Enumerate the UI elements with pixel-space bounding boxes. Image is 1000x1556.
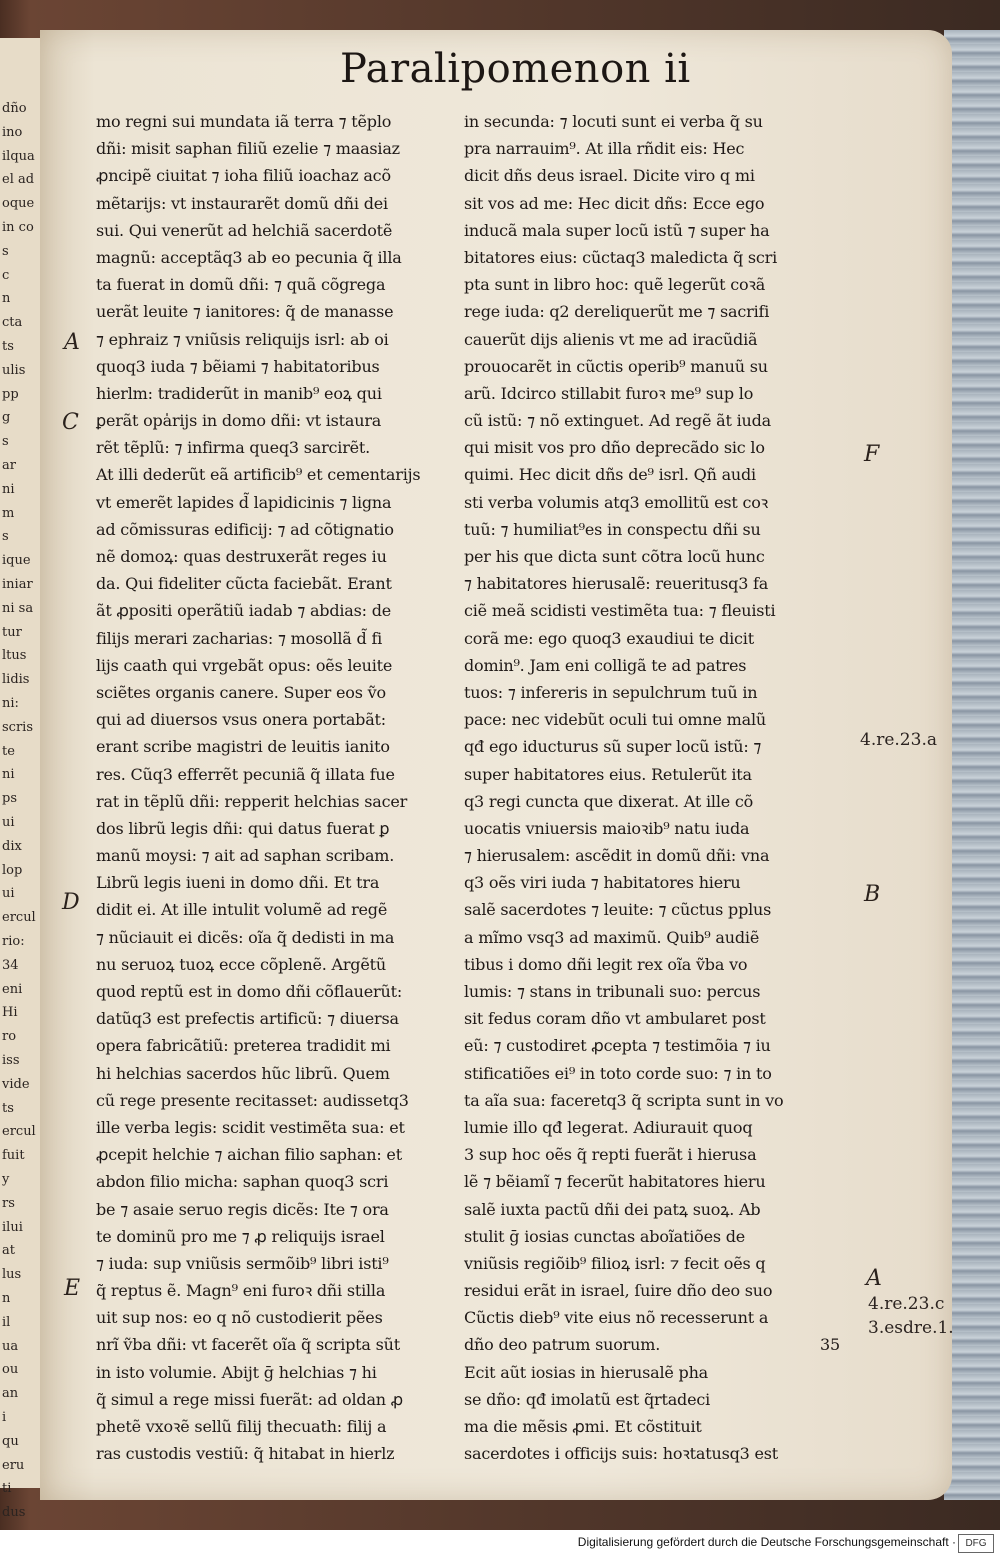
left-column-line: sui. Qui venerũt ad helchiã sacerdotẽ: [96, 220, 393, 240]
prev-page-fragment: s: [2, 243, 9, 259]
margin-letter-c: C: [62, 410, 79, 435]
prev-page-fragment: 34: [2, 957, 19, 973]
left-text-column: [96, 108, 464, 1467]
left-column-line: erant scribe magistri de leuitis ianito: [96, 737, 390, 757]
prev-page-fragment: il: [2, 1314, 11, 1330]
left-column-line: ⁊ ephraiz ⁊ vniũsis reliquijs isrl: ab oi: [96, 329, 389, 349]
prev-page-fragment: ltus: [2, 648, 27, 664]
right-column-line: bitatores eius: cũctaq3 maledicta q̃ scri: [464, 247, 778, 267]
left-column-line: Librũ legis iueni in domo dñi. Et tra: [96, 873, 380, 893]
left-column-line: ꝑerãt opa̍rijs in domo dñi: vt istaura: [96, 411, 382, 431]
left-column-line: vt emerẽt lapides d̃ lapidicinis ⁊ ligna: [96, 492, 392, 512]
right-column-line: lumis: ⁊ stans in tribunali suo: percus: [464, 982, 761, 1001]
right-column-line: lumie illo qđ legerat. Adiurauit quoq: [464, 1117, 753, 1137]
left-column-line: res. Cũq3 efferrẽt pecuniã q̃ illata fue: [96, 764, 395, 784]
left-column-line: dos librũ legis dñi: qui datus fuerat ꝑ: [96, 818, 390, 838]
right-column-line: qđ ego iducturus sũ super locũ istũ: ⁊: [464, 737, 762, 757]
prev-page-fragment: rs: [2, 1195, 15, 1211]
prev-page-fragment: i: [2, 1410, 7, 1425]
prev-page-fragment: at: [2, 1243, 15, 1259]
right-column-line: sti verba volumis atq3 emollitũ est coꝛ: [464, 492, 769, 512]
margin-ref-3esdre: 3.esdre.1.: [868, 1318, 954, 1338]
left-column-line: phetẽ vxoꝛẽ sellũ filij thecuath: filij a: [96, 1417, 387, 1436]
right-column-line: q3 regi cuncta que dixerat. At ille cõ: [464, 791, 754, 811]
prev-page-fragment: cta: [2, 315, 23, 331]
margin-letter-a-right: A: [866, 1266, 882, 1291]
left-column-line: magnũ: acceptãq3 ab eo pecunia q̃ illa: [96, 247, 402, 267]
prev-page-fragment: ercul: [2, 910, 36, 926]
prev-page-fragment: lus: [2, 1267, 22, 1283]
verse-number: 35: [820, 1335, 840, 1355]
right-column-line: qui misit vos pro dño deprecãdo sic lo: [464, 438, 765, 458]
prev-page-fragment: iss: [2, 1053, 20, 1068]
prev-page-fragment: c: [2, 267, 10, 283]
left-column-line: q̃ simul a rege missi fuerãt: ad oldan ꝓ: [96, 1389, 403, 1409]
left-column-line: qui ad diuersos vsus onera portabãt:: [96, 710, 386, 730]
right-column-line: cauerũt dijs alienis vt me ad iracũdiã: [464, 329, 758, 349]
right-column-line: eũ: ⁊ custodiret ꝓcepta ⁊ testimõia ⁊ iu: [464, 1036, 771, 1056]
prev-page-fragment: s: [2, 529, 9, 545]
right-column-line: pta sunt in libro hoc: quẽ legerũt coꝛã: [464, 275, 766, 295]
prev-page-fragment: s: [2, 434, 9, 450]
left-column-line: mẽtarijs: vt instaurarẽt domũ dñi dei: [96, 193, 388, 213]
right-column-line: dicit dñs deus israel. Dicite viro q mi: [464, 166, 755, 186]
margin-letter-e: E: [64, 1276, 81, 1301]
dfg-logo: DFG: [958, 1534, 994, 1553]
prev-page-fragment: dix: [2, 838, 22, 854]
right-column-line: Cũctis dieb⁹ vite eius nõ recesserunt a: [464, 1308, 769, 1328]
right-column-line: residui erãt in israel, ſuire dño deo suo: [464, 1281, 773, 1301]
right-column-line: se dño: qđ imolatũ est q̃rtadeci: [464, 1389, 711, 1409]
left-column-line: ꝓcepit helchie ⁊ aichan filio saphan: et: [96, 1145, 402, 1165]
prev-page-fragment: ar: [2, 458, 16, 473]
prev-page-fragment: scris: [2, 719, 33, 735]
prev-page-fragment: ilqua: [2, 148, 35, 164]
right-column-line: 35 dño deo patrum suorum.: [464, 1331, 840, 1358]
prev-page-fragment: ua: [2, 1338, 19, 1354]
prev-page-fragment: dño: [2, 101, 27, 116]
left-column-line: sciẽtes organis canere. Super eos ṽo: [96, 682, 386, 702]
prev-page-fragment: in co: [2, 220, 34, 235]
right-column-line: inducã mala super locũ istũ ⁊ super ha: [464, 220, 770, 240]
left-column-line: mo regni sui mundata iã terra ⁊ tẽplo: [96, 112, 392, 131]
prev-page-fragment: y: [2, 1172, 10, 1187]
prev-page-fragment: eni: [2, 981, 23, 997]
right-column-line: pace: nec videbũt oculi tui omne malũ: [464, 710, 766, 730]
right-column-line: prouocarẽt in cũctis operib⁹ manuũ su: [464, 356, 768, 376]
right-column-line: ta aĩa sua: faceretq3 q̃ scripta sunt in vo: [464, 1090, 784, 1110]
right-column-line: super habitatores eius. Retulerũt ita: [464, 764, 752, 784]
left-column-line: te dominũ pro me ⁊ ꝓ reliquijs israel: [96, 1226, 385, 1246]
right-column-line: 3 sup hoc oẽs q̃ repti fuerãt i hierusa: [464, 1145, 757, 1165]
left-column-line: opera fabricãtiũ: preterea tradidit mi: [96, 1036, 391, 1056]
prev-page-fragment: ni: [2, 481, 15, 497]
right-column-line: per his que dicta sunt cõtra locũ hunc: [464, 547, 765, 566]
prev-page-fragment: ui: [2, 886, 15, 902]
prev-page-fragment: pp: [2, 386, 19, 402]
right-column-line: stificatiões ei⁹ in toto corde suo: ⁊ in to: [464, 1063, 772, 1083]
right-column-line: stulit ḡ iosias cunctas aboĩatiões de: [464, 1226, 746, 1246]
left-column-line: abdon filio micha: saphan quoq3 scri: [96, 1172, 389, 1192]
left-column-line: ãt ꝓpositi operãtiũ iadab ⁊ abdias: de: [96, 601, 392, 621]
prev-page-fragment: m: [2, 505, 15, 521]
prev-page-fragment: ts: [2, 339, 14, 354]
prev-page-fragment: dus: [2, 1505, 26, 1521]
left-column-line: uit sup nos: eo q nõ custodierit pẽes: [96, 1308, 383, 1328]
right-column-line: ciẽ meã scidisti vestimẽta tua: ⁊ fleuisti: [464, 601, 776, 621]
right-column-line: rege iuda: q2 dereliquerũt me ⁊ sacrifi: [464, 302, 770, 322]
prev-page-fragment: fuit: [2, 1148, 25, 1164]
prev-page-fragment: vide: [2, 1076, 30, 1092]
prev-page-fragment: n: [2, 291, 11, 307]
footer-credit: Digitalisierung gefördert durch die Deutsche Forschungsgemeinschaft ·: [577, 1535, 956, 1549]
left-column-line: ꝓncipẽ ciuitat ⁊ ioha filiũ ioachaz acõ: [96, 166, 391, 186]
right-column-line: uocatis vniuersis maioꝛib⁹ natu iuda: [464, 818, 750, 838]
left-column-line: nu seruoꝝ tuoꝝ ecce cõplenẽ. Argẽtũ: [96, 954, 386, 974]
left-column-line: da. Qui fideliter cũcta faciebãt. Erant: [96, 574, 392, 594]
right-column-line: sacerdotes i officijs suis: hoꝛtatusq3 est: [464, 1444, 779, 1464]
right-column-line: domin⁹. Jam eni colligã te ad patres: [464, 655, 747, 675]
right-column-line: corã me: ego quoq3 exaudiui te dicit: [464, 628, 754, 648]
right-column-line: Ecit aũt iosias in hierusalẽ pha: [464, 1362, 709, 1382]
prev-page-fragment: ique: [2, 553, 31, 569]
right-column-line: salẽ sacerdotes ⁊ leuite: ⁊ cũctus pplus: [464, 900, 772, 920]
prev-page-fragment: Hi: [2, 1005, 18, 1021]
left-column-line: lijs caath qui vrgebãt opus: oẽs leuite: [96, 655, 393, 675]
left-column-line: quod reptũ est in domo dñi cõflauerũt:: [96, 982, 403, 1001]
prev-page-fragment: ilui: [2, 1219, 23, 1235]
page-edge-stack: [944, 30, 1000, 1500]
prev-page-fragment: lop: [2, 862, 23, 878]
left-column-line: rẽt tẽplũ: ⁊ infirma queq3 sarcirẽt.: [96, 438, 371, 458]
right-column-line: sit vos ad me: Hec dicit dñs: Ecce ego: [464, 193, 765, 213]
right-column-line: ⁊ habitatores hierusalẽ: reueritusq3 fa: [464, 574, 769, 594]
right-text-column: [464, 108, 840, 1467]
right-column-line: ⁊ hierusalem: ascẽdit in domũ dñi: vna: [464, 846, 770, 866]
right-column-line: q3 oẽs viri iuda ⁊ habitatores hieru: [464, 873, 741, 893]
prev-page-fragment: ui: [2, 815, 15, 830]
right-column-line: lẽ ⁊ bẽiamĩ ⁊ fecerũt habitatores hieru: [464, 1172, 766, 1192]
left-column-line: ille verba legis: scidit vestimẽta sua: et: [96, 1117, 405, 1137]
left-column-line: ad cõmissuras edificij: ⁊ ad cõtignatio: [96, 519, 394, 539]
right-column-line: a mĩmo vsq3 ad maximũ. Quib⁹ audiẽ: [464, 927, 760, 947]
right-column-line: salẽ iuxta pactũ dñi dei patꝝ suoꝝ. Ab: [464, 1199, 761, 1219]
right-column-line: cũ istũ: ⁊ nõ extinguet. Ad regẽ ãt iuda: [464, 411, 771, 431]
left-column-line: ta fuerat in domũ dñi: ⁊ quã cõgrega: [96, 275, 386, 295]
right-column-line: tuos: ⁊ infereris in sepulchrum tuũ in: [464, 682, 758, 702]
prev-page-fragment: oque: [2, 196, 35, 212]
left-column-line: manũ moysi: ⁊ ait ad saphan scribam.: [96, 846, 395, 866]
left-column-line: quoq3 iuda ⁊ bẽiami ⁊ habitatoribus: [96, 356, 380, 376]
prev-page-fragment: lidis: [2, 672, 30, 688]
footer-bar: [0, 1530, 1000, 1556]
margin-letter-f: F: [864, 442, 880, 467]
margin-letter-d: D: [62, 890, 80, 915]
right-column-line: vniũsis regiõib⁹ filioꝝ isrl: ⁊ fecit oẽs q: [464, 1253, 766, 1273]
left-column-line: uerãt leuite ⁊ ianitores: q̃ de manasse: [96, 302, 394, 322]
prev-page-fragment: eru: [2, 1457, 25, 1473]
prev-page-fragment: qu: [2, 1433, 19, 1449]
prev-page-fragment: ni: [2, 767, 15, 783]
prev-page-fragment: ercul: [2, 1124, 36, 1140]
prev-page-fragment: te: [2, 743, 15, 759]
left-column-line: cũ rege presente recitasset: audissetq3: [96, 1090, 409, 1110]
prev-page-fragment: ni sa: [2, 600, 34, 616]
prev-page-fragment: an: [2, 1386, 19, 1402]
left-column-line: in isto volumie. Abijt ḡ helchias ⁊ hi: [96, 1362, 377, 1382]
left-column-line: dñi: misit saphan filiũ ezelie ⁊ maasiaz: [96, 139, 400, 159]
prev-page-fragment: iniar: [2, 577, 33, 592]
prev-page-fragment: tur: [2, 624, 22, 640]
left-column-line: be ⁊ asaie seruo regis dicẽs: Ite ⁊ ora: [96, 1199, 389, 1219]
right-column-line: pra narrauim⁹. At illa rñdit eis: Hec: [464, 139, 745, 159]
prev-page-fragment: ni:: [2, 696, 19, 711]
right-column-line: tuũ: ⁊ humiliat⁹es in conspectu dñi su: [464, 519, 761, 539]
prev-page-fragment: ulis: [2, 362, 26, 378]
right-column-line: arũ. Idcirco stillabit furoꝛ me⁹ sup lo: [464, 383, 754, 403]
left-column-line: rat in tẽplũ dñi: repperit helchias sacer: [96, 791, 408, 811]
prev-page-fragment: ou: [2, 1362, 19, 1378]
left-column-line: q̃ reptus ẽ. Magn⁹ eni furoꝛ dñi stilla: [96, 1281, 386, 1301]
left-column-line: hierlm: tradiderũt in manib⁹ eoꝝ qui: [96, 383, 382, 403]
prev-page-fragment: g: [2, 410, 11, 426]
left-column-line: filijs merari zacharias: ⁊ mosollã d̃ fi: [96, 628, 383, 648]
prev-page-fragment: ti: [2, 1481, 12, 1497]
prev-page-fragment: ino: [2, 124, 23, 140]
left-column-line: ⁊ iuda: sup vniũsis sermõib⁹ libri isti⁹: [96, 1253, 389, 1273]
right-column-line: sit fedus coram dño vt ambularet post: [464, 1009, 766, 1029]
book-page: [40, 30, 952, 1500]
left-column-line: nẽ domoꝝ: quas destruxerãt reges iu: [96, 547, 387, 566]
right-column-line: tibus i domo dñi legit rex oĩa ṽba vo: [464, 954, 748, 974]
margin-letter-b: B: [864, 882, 881, 907]
margin-letter-a: A: [64, 330, 80, 355]
margin-ref-4re23a: 4.re.23.a: [860, 730, 937, 750]
left-column-line: hi helchias sacerdos hũc librũ. Quem: [96, 1063, 390, 1083]
left-column-line: ras custodis vestiũ: q̃ hitabat in hierlz: [96, 1444, 395, 1464]
prev-page-fragment: ps: [2, 791, 17, 807]
running-head: Paralipomenon ii: [340, 46, 691, 92]
right-column-line: ma die mẽsis ꝓmi. Et cõstituit: [464, 1417, 702, 1436]
left-column-line: didit ei. At ille intulit volumẽ ad regẽ: [96, 900, 388, 920]
right-column-line: quimi. Hec dicit dñs de⁹ isrl. Qñ audi: [464, 465, 756, 485]
prev-page-fragment: ts: [2, 1100, 14, 1116]
previous-page-strip: [0, 38, 42, 1521]
margin-ref-4re23c: 4.re.23.c: [868, 1294, 945, 1314]
left-column-line: ⁊ nũciauit ei dicẽs: oĩa q̃ dedisti in ma: [96, 927, 395, 947]
prev-page-fragment: ro: [2, 1029, 17, 1045]
left-column-line: datũq3 est prefectis artificũ: ⁊ diuersa: [96, 1009, 399, 1029]
prev-page-fragment: el ad: [2, 172, 35, 188]
prev-page-fragment: rio:: [2, 934, 25, 949]
right-column-line: in secunda: ⁊ locuti sunt ei verba q̃ su: [464, 112, 763, 131]
prev-page-fragment: n: [2, 1291, 11, 1306]
left-column-line: At illi dederũt eã artificib⁹ et cementarijs: [96, 465, 421, 485]
left-column-line: nrĩ ṽba dñi: vt facerẽt oĩa q̃ scripta sũt: [96, 1335, 400, 1355]
